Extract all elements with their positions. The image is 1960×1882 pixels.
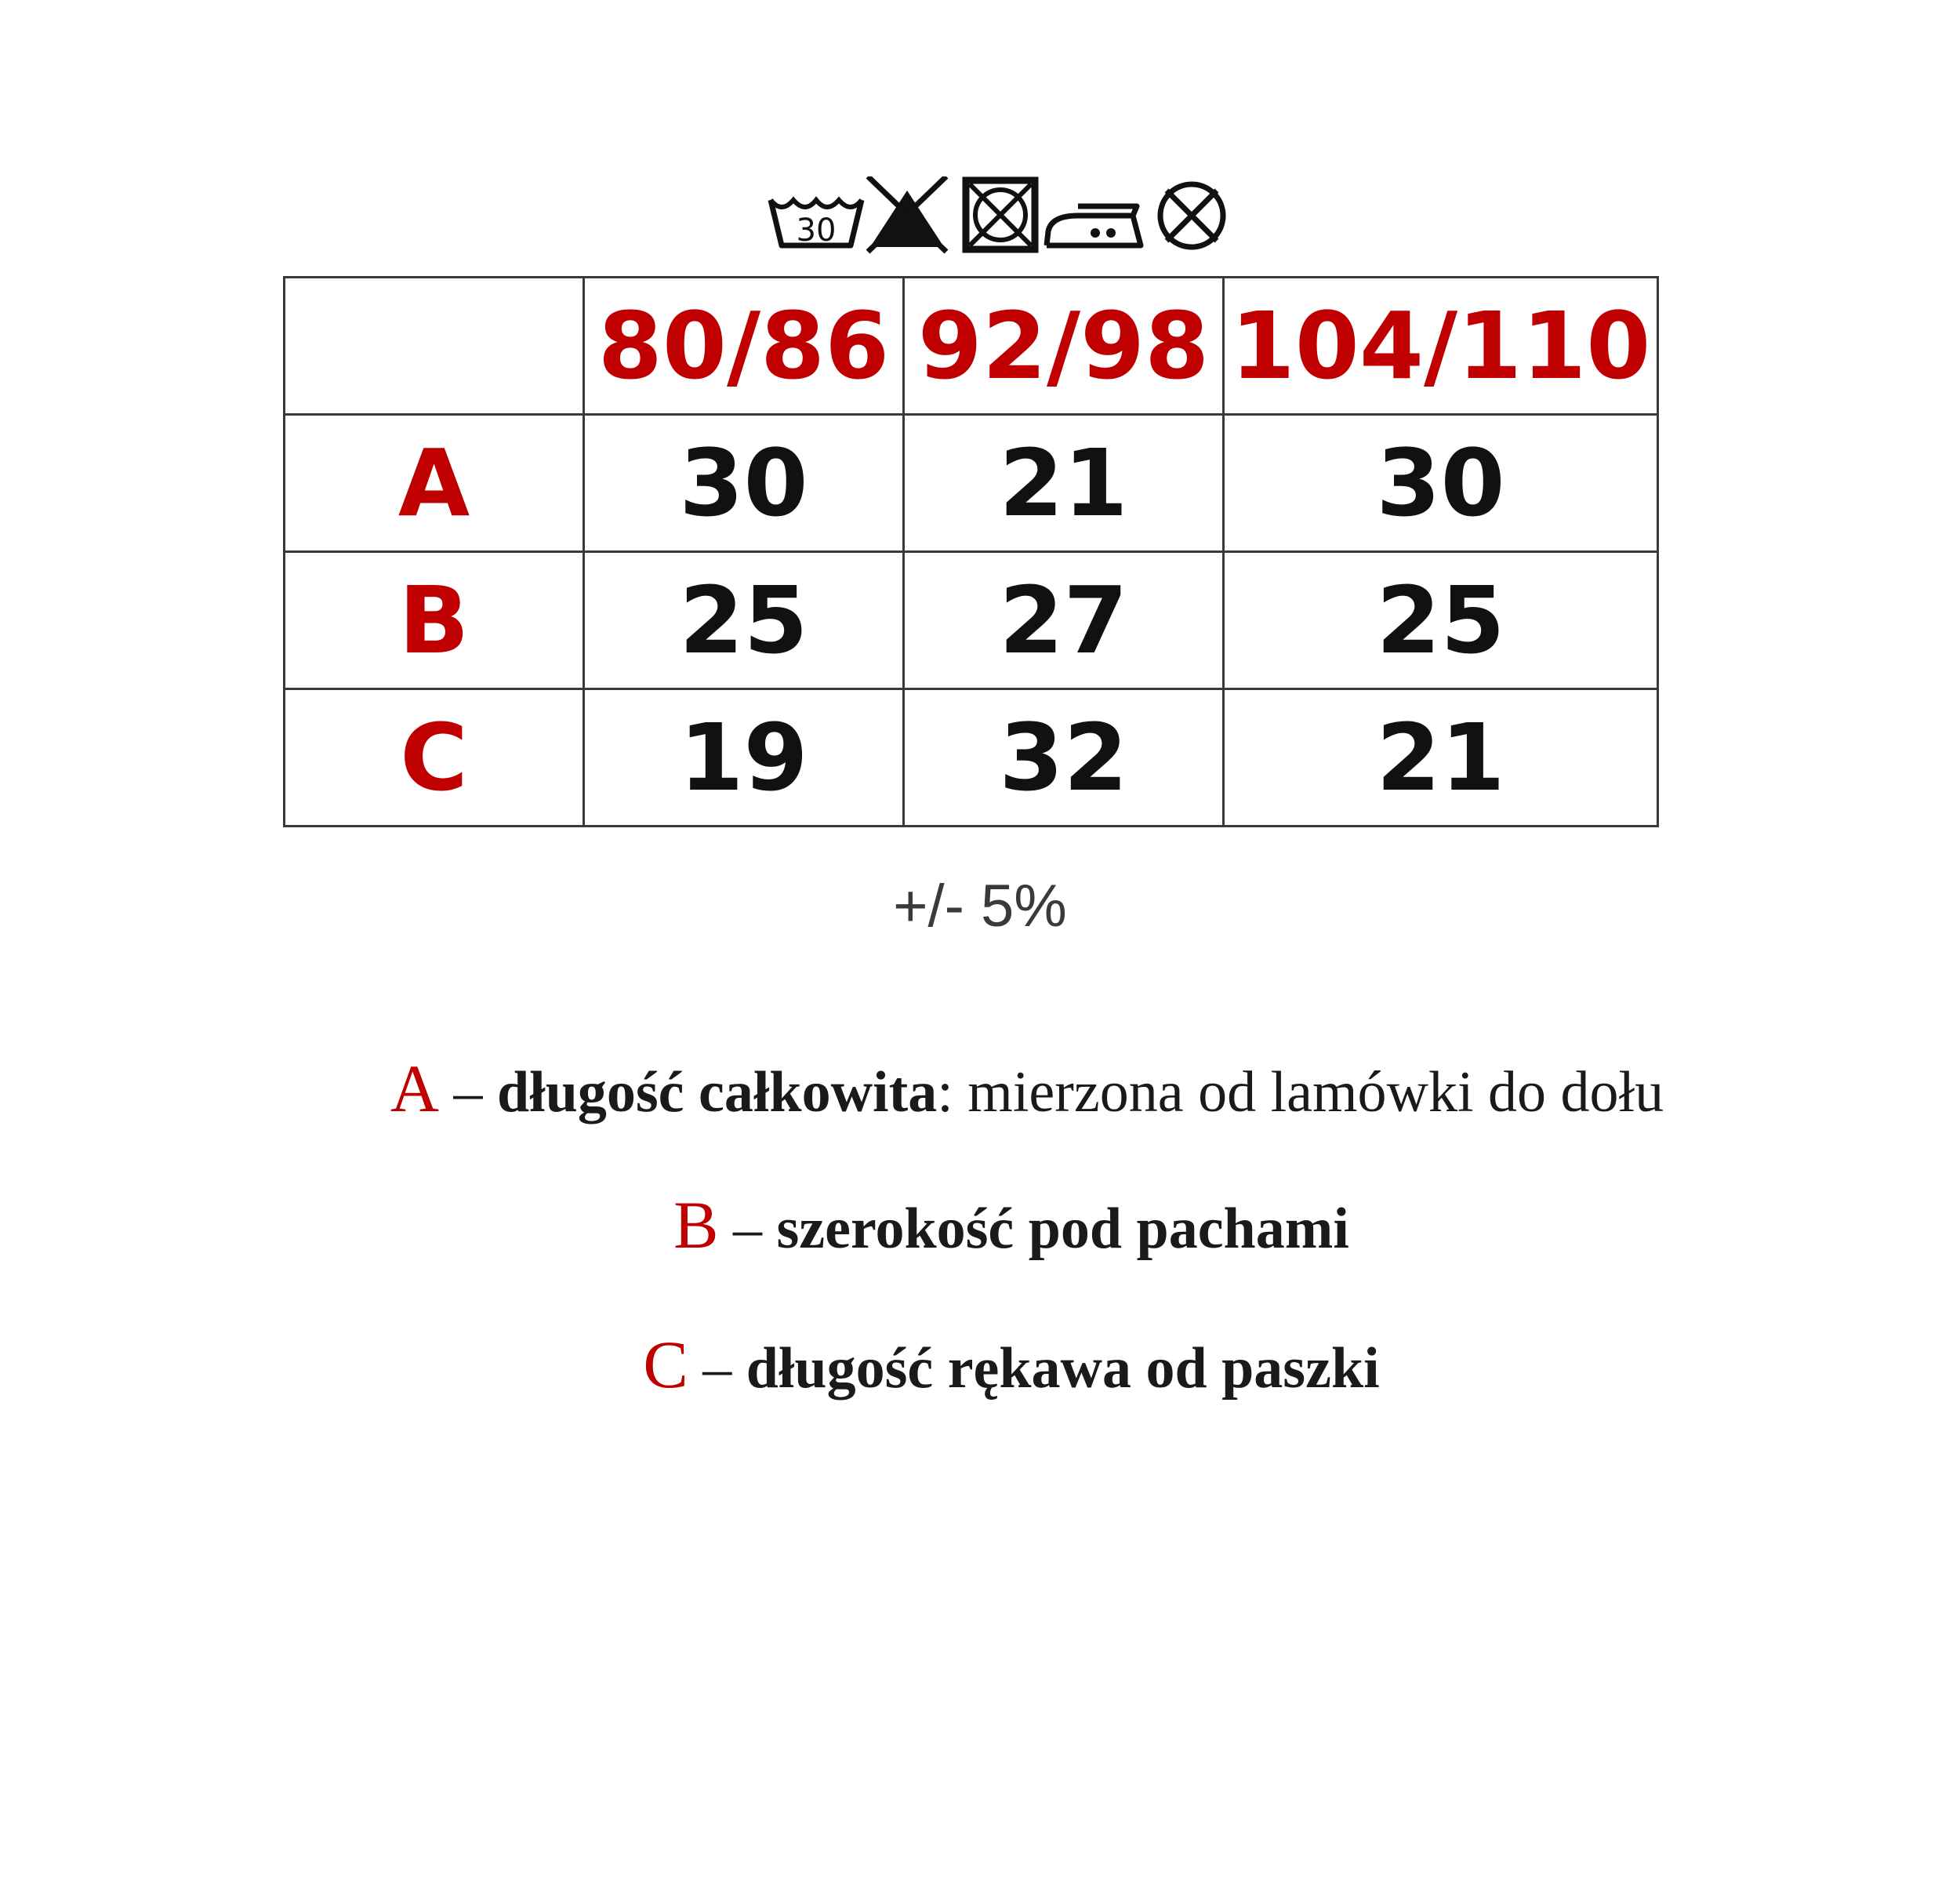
wash-temperature-label: 30 — [796, 213, 837, 249]
row-label-b: B — [285, 552, 584, 689]
table-cell: 30 — [584, 415, 904, 552]
size-table — [283, 276, 1659, 827]
table-row — [285, 415, 1658, 552]
care-symbols-svg — [764, 176, 1250, 255]
wash-30-icon — [771, 200, 862, 249]
iron-two-dots-icon — [1047, 206, 1141, 245]
table-cell: 21 — [904, 415, 1224, 552]
table-row — [285, 689, 1658, 827]
tolerance-note: +/- 5% — [893, 873, 1067, 939]
legend-item-a — [47, 1049, 1960, 1128]
table-row — [285, 552, 1658, 689]
legend-term: długość rękawa od paszki — [746, 1336, 1380, 1401]
no-bleach-icon — [868, 176, 946, 252]
table-cell: 19 — [584, 689, 904, 827]
legend-term: długość całkowita — [497, 1060, 938, 1124]
column-header-80-86: 80/86 — [584, 278, 904, 415]
table-cell: 25 — [1224, 552, 1658, 689]
legend-item-b — [31, 1186, 1960, 1264]
row-label-c: C — [285, 689, 584, 827]
table-corner-cell — [285, 278, 584, 415]
legend-dash: – — [732, 1197, 762, 1261]
legend-letter: C — [643, 1327, 688, 1402]
column-header-104-110: 104/110 — [1224, 278, 1658, 415]
legend-dash: – — [702, 1336, 732, 1401]
no-tumble-dry-icon — [966, 180, 1035, 249]
table-cell: 21 — [1224, 689, 1658, 827]
table-cell: 32 — [904, 689, 1224, 827]
table-cell: 30 — [1224, 415, 1658, 552]
legend-dash: – — [453, 1060, 483, 1124]
no-dry-clean-icon — [1160, 184, 1223, 247]
table-cell: 27 — [904, 552, 1224, 689]
care-symbols-row — [764, 176, 1250, 255]
row-label-a: A — [285, 415, 584, 552]
legend-term: szerokość pod pachami — [776, 1197, 1349, 1261]
legend-description: : mierzona od lamówki do dołu — [937, 1060, 1664, 1124]
size-table-header-row — [285, 278, 1658, 415]
legend-item-c — [31, 1325, 1960, 1404]
table-cell: 25 — [584, 552, 904, 689]
legend-letter: B — [673, 1187, 719, 1263]
legend-letter: A — [390, 1051, 439, 1126]
column-header-92-98: 92/98 — [904, 278, 1224, 415]
